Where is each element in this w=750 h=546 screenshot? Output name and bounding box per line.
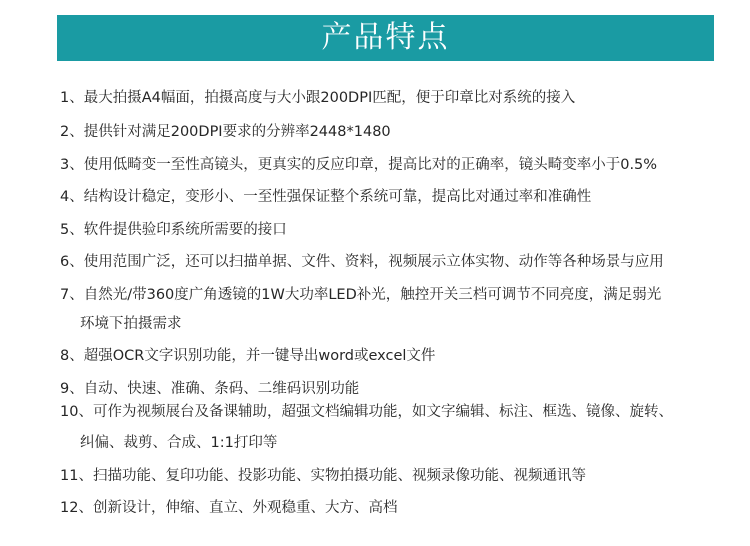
- feature-item-12: 12、创新设计，伸缩、直立、外观稳重、大方、高档: [60, 500, 398, 516]
- feature-item-7-continued: 环境下拍摄需求: [80, 316, 182, 332]
- feature-item-4: 4、结构设计稳定，变形小、一至性强保证整个系统可靠，提高比对通过率和准确性: [60, 189, 592, 205]
- feature-item-9: 9、自动、快速、准确、条码、二维码识别功能: [60, 381, 360, 397]
- feature-item-6: 6、使用范围广泛，还可以扫描单据、文件、资料，视频展示立体实物、动作等各种场景与应用: [60, 254, 664, 270]
- feature-item-1: 1、最大拍摄A4幅面，拍摄高度与大小跟200DPI匹配，便于印章比对系统的接入: [60, 90, 576, 106]
- feature-item-11: 11、扫描功能、复印功能、投影功能、实物拍摄功能、视频录像功能、视频通讯等: [60, 468, 586, 484]
- feature-item-8: 8、超强OCR文字识别功能，并一键导出word或excel文件: [60, 348, 436, 364]
- feature-item-2: 2、提供针对满足200DPI要求的分辨率2448*1480: [60, 124, 391, 140]
- feature-item-10: 10、可作为视频展台及备课辅助，超强文档编辑功能，如文字编辑、标注、框选、镜像、旋转、: [60, 404, 673, 420]
- feature-item-7: 7、自然光/带360度广角透镜的1W大功率LED补光，触控开关三档可调节不同亮度，满足弱光: [60, 287, 662, 303]
- feature-item-10-continued: 纠偏、裁剪、合成、1:1打印等: [80, 435, 278, 451]
- page-title: 产品特点: [321, 20, 450, 55]
- feature-item-5: 5、软件提供验印系统所需要的接口: [60, 222, 287, 238]
- feature-item-3: 3、使用低畸变一至性高镜头，更真实的反应印章，提高比对的正确率，镜头畸变率小于0.5%: [60, 157, 658, 173]
